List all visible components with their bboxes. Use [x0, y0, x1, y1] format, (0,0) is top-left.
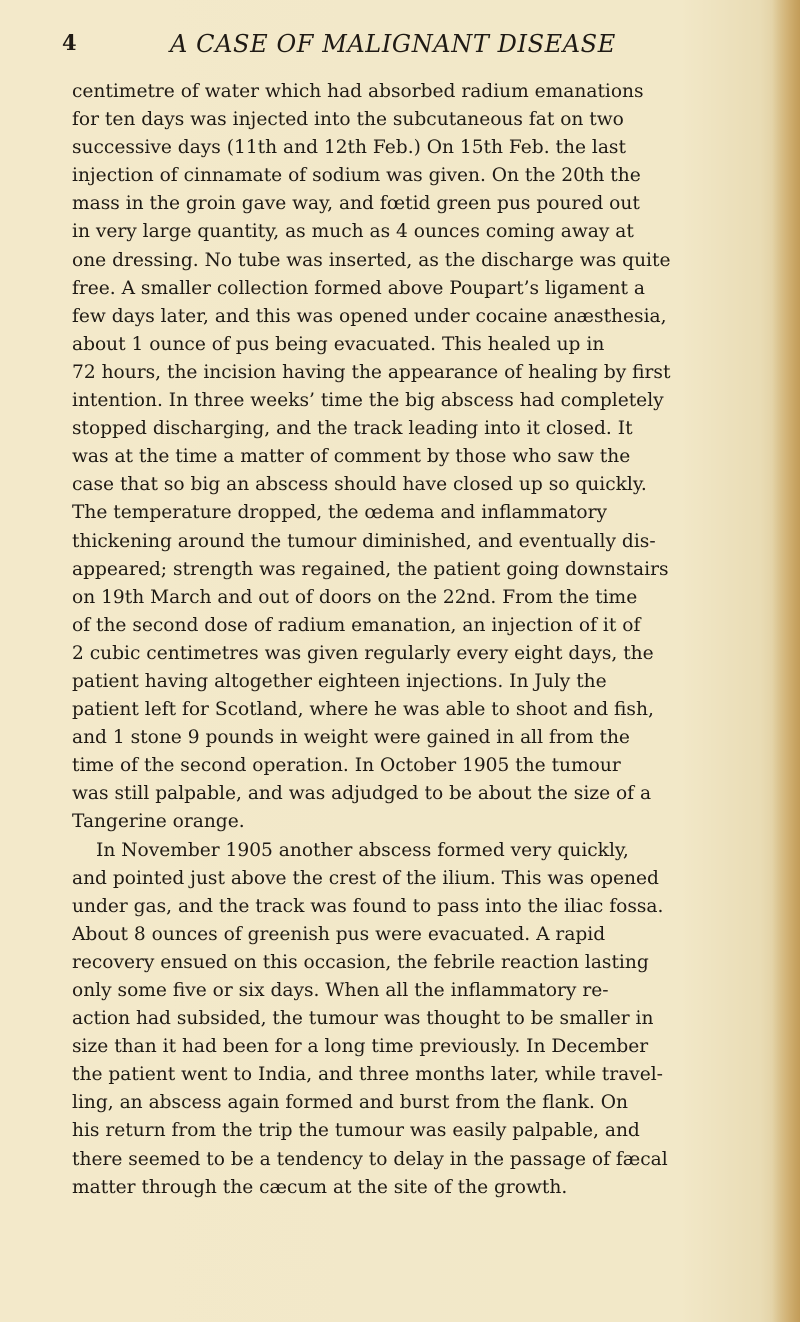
text-line: patient having altogether eighteen injections. In July the	[72, 670, 607, 692]
text-line: and 1 stone 9 pounds in weight were gained in all from the	[72, 727, 630, 749]
text-line: Tangerine orange.	[72, 811, 245, 833]
text-line: few days later, and this was opened under cocaine anæsthesia,	[72, 305, 667, 327]
text-line: time of the second operation. In October 1905 the tumour	[72, 755, 621, 777]
text-line: appeared; strength was regained, the patient going downstairs	[72, 558, 669, 580]
text-line: size than it had been for a long time previously. In December	[72, 1036, 649, 1058]
text-line: in very large quantity, as much as 4 ounces coming away at	[72, 221, 634, 243]
page-number: 4	[62, 30, 77, 55]
body-text	[72, 78, 742, 1202]
running-title: A CASE OF MALIGNANT DISEASE	[170, 30, 616, 58]
paragraph-start-line: In November 1905 another abscess formed very quickly,	[96, 839, 629, 861]
text-line: recovery ensued on this occasion, the febrile reaction lasting	[72, 951, 649, 973]
text-line: injection of cinnamate of sodium was given. On the 20th the	[72, 165, 641, 187]
page-edge-shadow	[772, 0, 800, 1322]
text-line: patient left for Scotland, where he was able to shoot and fish,	[72, 699, 654, 721]
text-line: on 19th March and out of doors on the 22nd. From the time	[72, 586, 638, 608]
text-line: 2 cubic centimetres was given regularly every eight days, the	[72, 642, 654, 664]
text-line: of the second dose of radium emanation, an injection of it of	[72, 614, 641, 636]
text-line: was at the time a matter of comment by those who saw the	[72, 446, 631, 468]
text-line: action had subsided, the tumour was thought to be smaller in	[72, 1008, 654, 1030]
text-line: there seemed to be a tendency to delay in the passage of fæcal	[72, 1148, 668, 1170]
text-line: only some five or six days. When all the inflammatory re-	[72, 980, 609, 1001]
text-line: and pointed just above the crest of the ilium. This was opened	[72, 867, 659, 889]
page-header	[0, 30, 800, 70]
text-line: case that so big an abscess should have closed up so quickly.	[72, 474, 647, 496]
text-line: his return from the trip the tumour was easily palpable, and	[72, 1120, 640, 1142]
text-line: matter through the cæcum at the site of the growth.	[72, 1176, 568, 1198]
text-line: one dressing. No tube was inserted, as the discharge was quite	[72, 249, 671, 271]
text-line: under gas, and the track was found to pass into the iliac fossa.	[72, 895, 664, 917]
text-line: centimetre of water which had absorbed radium emanations	[72, 81, 644, 102]
text-line: ling, an abscess again formed and burst from the flank. On	[72, 1092, 629, 1114]
text-line: for ten days was injected into the subcutaneous fat on two	[72, 109, 624, 131]
text-line: was still palpable, and was adjudged to be about the size of a	[72, 783, 652, 805]
text-line: about 1 ounce of pus being evacuated. This healed up in	[72, 333, 605, 355]
text-line: About 8 ounces of greenish pus were evacuated. A rapid	[72, 923, 606, 945]
text-line: free. A smaller collection formed above Poupart’s ligament a	[72, 277, 645, 299]
text-line: thickening around the tumour diminished, and eventually dis-	[72, 530, 656, 552]
text-line: the patient went to India, and three months later, while travel-	[72, 1064, 663, 1086]
text-line: 72 hours, the incision having the appearance of healing by first	[72, 361, 671, 383]
text-line: The temperature dropped, the œdema and inflammatory	[72, 502, 608, 524]
text-line: mass in the groin gave way, and fœtid green pus poured out	[72, 193, 640, 215]
text-line: stopped discharging, and the track leading into it closed. It	[72, 418, 633, 440]
text-line: intention. In three weeks’ time the big abscess had completely	[72, 390, 664, 412]
text-line: successive days (11th and 12th Feb.) On 15th Feb. the last	[72, 137, 626, 159]
